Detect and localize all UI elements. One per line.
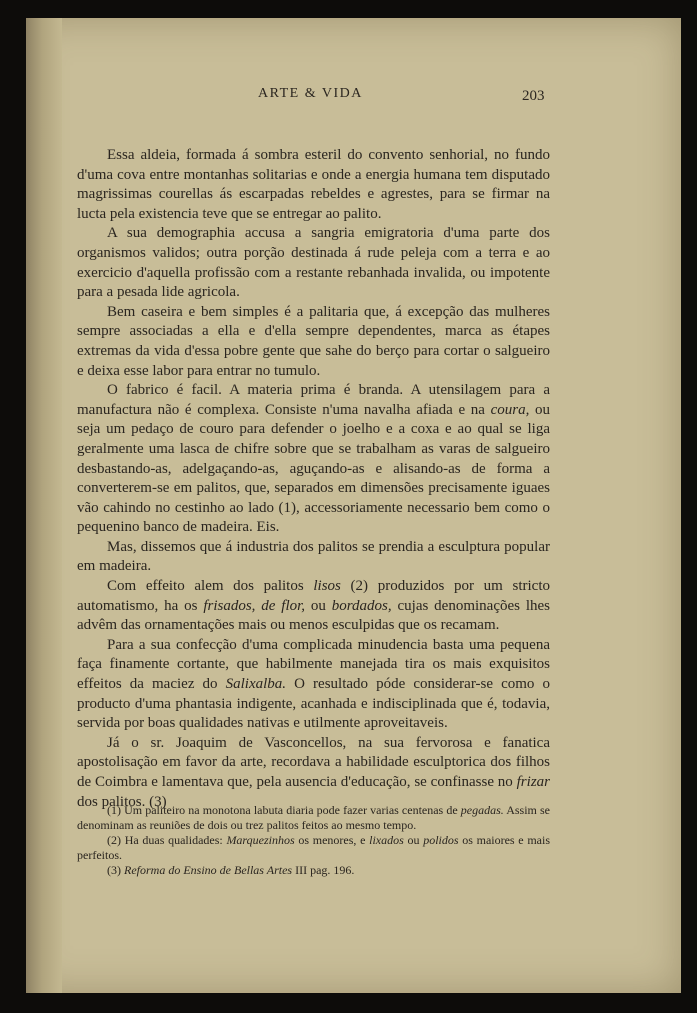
- paragraph-6-text-d: cujas denominações lhes advêm das ornamentações mais ou menos esculpidas que os recamam.: [77, 597, 550, 634]
- term-coura: coura,: [490, 401, 530, 418]
- paragraph-6: [77, 577, 550, 636]
- paragraph-3: Bem caseira e bem simples é a palitaria que, á excepção das mulheres sempre associadas a ella e d'ella sempre dependentes, marca as étapes extremas da vida d'essa pobre gente que sahe do berço para cortar o salgueiro e deixa esse labor para entrar no tumulo.: [77, 303, 550, 379]
- footnote-1-text-b: Assim se denominam as reuniões de dois ou trez palitos feitos ao mesmo tempo.: [77, 803, 550, 832]
- term-frizar: frizar: [516, 774, 550, 790]
- paragraph-8-text-b: dos palitos. (3): [77, 793, 167, 810]
- term-marquezinhos: Marquezinhos: [226, 833, 295, 847]
- footnotes: [77, 803, 550, 878]
- footnote-1: [77, 803, 550, 833]
- term-lixados: lixados: [369, 833, 404, 847]
- paragraph-4: [77, 381, 550, 538]
- footnote-2-text-b: os menores, e: [294, 833, 370, 847]
- paragraph-8-text-a: Já o sr. Joaquim de Vasconcellos, na sua fervorosa e fanatica apostolisação em favor da arte, recordava a habilidade esculptorica dos filhos de Coimbra e lamentava que, pela ausencia d'educação, se confinasse no: [77, 734, 550, 790]
- term-lisos: lisos: [313, 578, 341, 595]
- paragraph-6-text-c: ou: [305, 597, 332, 614]
- paragraph-7-text-a: Para a sua confecção d'uma complicada minudencia basta uma pequena faça finamente cortante, que habilmente manejada tira os mais exquisitos effeitos da maciez do: [77, 636, 550, 693]
- paragraph-7: [77, 636, 550, 734]
- term-pegadas: pegadas.: [460, 803, 504, 817]
- footnote-2: [77, 833, 550, 863]
- footnote-1-text-a: (1) Um paliteiro na monotona labuta diaria pode fazer varias centenas de: [107, 803, 461, 817]
- paragraph-4-text-a: O fabrico é facil. A materia prima é branda. A utensilagem para a manufactura não é complexa. Consiste n'uma navalha afiada e na: [77, 382, 550, 418]
- paragraph-7-text-b: O resultado póde considerar-se como o producto d'uma phantasia indigente, acanhada e indisciplinada que é, todavia, servida por boas qualidades nativas e utilmente aproveitaveis.: [77, 676, 550, 732]
- paragraph-6-text-a: Com effeito alem dos palitos: [107, 578, 314, 595]
- running-header-title: ARTE & VIDA: [258, 86, 363, 101]
- footnote-2-text-d: os maiores e mais perfeitos.: [77, 833, 550, 862]
- paragraph-6-text-b: (2) produzidos por um stricto automatismo, ha os: [77, 578, 550, 614]
- paragraph-2: A sua demographia accusa a sangria emigratoria d'uma parte dos organismos validos; outra porção destinada á rude peleja com a terra e ao exercicio d'aquella profissão com a restante rebanhada invalida, ou impotente para a pesada lide agricola.: [77, 225, 550, 301]
- term-frisados: frisados, de flor,: [203, 597, 306, 614]
- reference-title: Reforma do Ensino de Bellas Artes: [124, 863, 293, 877]
- book-page: [26, 18, 681, 993]
- footnote-3: [77, 863, 550, 878]
- page-gutter-shadow: [26, 18, 62, 993]
- footnote-2-text-c: ou: [403, 833, 424, 847]
- term-bordados: bordados,: [331, 597, 392, 614]
- footnote-3-text-a: (3): [107, 863, 124, 877]
- paragraph-4-text-b: ou seja um pedaço de couro para defender o joelho e a coxa e ao qual se liga geralmente uma lasca de chifre sobre que se trabalham as varas de salgueiro desbastando-as, adelgaçando-as, aguçando-as e alisando-as de forma a converterem-se em palitos, que, separados em dimensões precisamente iguaes vão cahindo no cestinho ao lado (1), accessoriamente necessario bem como o pequenino banco de madeira. Eis.: [77, 401, 551, 536]
- paragraph-1: Essa aldeia, formada á sombra esteril do convento senhorial, no fundo d'uma cova entre montanhas solitarias e onde a energia humana tem disputado magrissimas courellas ás escarpadas rebeldes e agrestes, para se firmar na lucta pela existencia teve que se entregar ao palito.: [77, 147, 550, 222]
- term-salixalba: Salixalba.: [225, 676, 287, 693]
- page-number: 203: [522, 88, 545, 104]
- body-text: [77, 146, 550, 812]
- footnote-3-text-b: III pag. 196.: [292, 863, 355, 877]
- term-polidos: polidos: [423, 833, 459, 847]
- footnote-2-text-a: (2) Ha duas qualidades:: [107, 833, 227, 847]
- paragraph-8: [77, 734, 550, 812]
- paragraph-5: Mas, dissemos que á industria dos palitos se prendia a esculptura popular em madeira.: [77, 538, 550, 575]
